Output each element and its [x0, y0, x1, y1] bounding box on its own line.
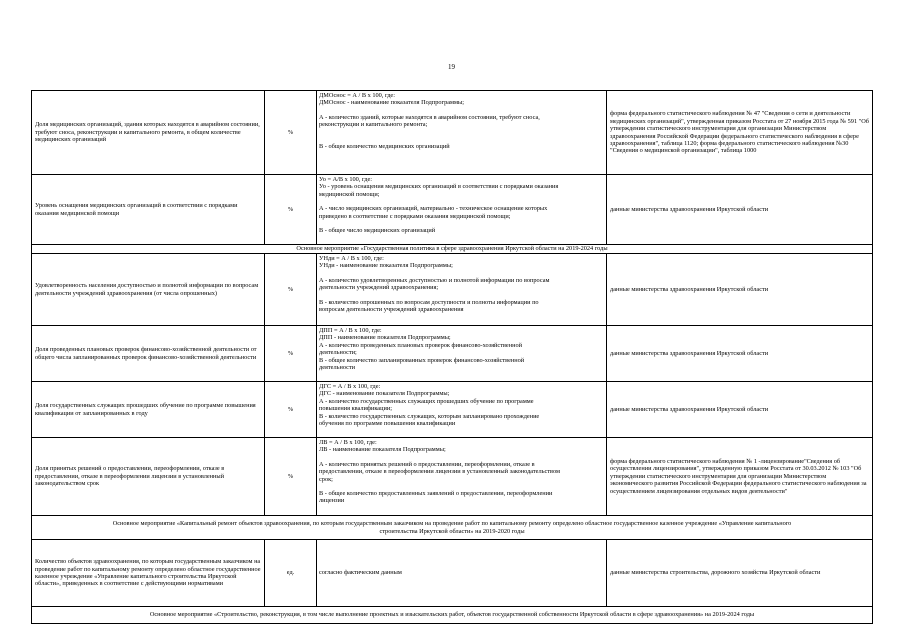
source-cell: форма федерального статистического наблюдения № 1 -лицензирование"Сведения об осуществлении лицензирования", утвержденную приказом Росстата от 30.03.2012 № 103 "Об утверждении статистического инструментария для организации Министерством экономического развития Российской Федерации федерального статистического наблюдения за осуществлением лицензирования отдельных видов деятельности" — [606, 438, 872, 515]
source-cell: данные министерства строительства, дорожного хозяйства Иркутской области — [606, 540, 872, 606]
indicator-cell: Доля государственных служащих прошедших обучение по программе повышения квалификации от запланированных в году — [35, 402, 256, 417]
table-row — [32, 91, 872, 174]
unit-cell: % — [264, 438, 316, 515]
section-heading: Основное мероприятие «Государственная политика в сфере здравоохранения Иркутской области на 2019-2024 годы — [32, 244, 872, 253]
formula-cell: ДПП = А / В х 100, где: ДПП - наименование показателя Подпрограммы; А - количество проведенных плановых проверок финансово-хозяйственной деятельности; В - общее количество запланированных проверок финансово-хозяйственной деятельности — [316, 326, 606, 381]
indicator-cell: Доля медицинских организаций, здания которых находятся в аварийном состоянии, требуют сноса, реконструкции и капитального ремонта, в общем количестве медицинских организаций — [35, 121, 260, 144]
formula-cell: ДГС = А / В х 100, где: ДГС - наименование показателя Подпрограммы; А - количество государственных служащих прошедших обучение по программе повышения квалификации; В - количество государственных служащих, которым запланировано прохождение обучения по программе повышения квалификации — [316, 382, 606, 437]
indicator-cell: Доля принятых решений о предоставлении, переоформлении, отказе в предоставлении, отказе в переоформлении лицензии в установленный законодательством срок — [35, 465, 225, 488]
table-row — [32, 253, 872, 325]
formula-cell: согласно фактическим данным — [316, 540, 606, 606]
section-heading: Основное мероприятие «Капитальный ремонт объектов здравоохранения, по которым государственным заказчиком на проведение работ по капитальному ремонту определено областное государственное казенное учреждение «Управление капитального строительства Иркутской области» на 2019-2020 годы — [32, 515, 872, 539]
source-cell: данные министерства здравоохранения Иркутской области — [606, 326, 872, 381]
source-cell: данные министерства здравоохранения Иркутской области — [606, 175, 872, 244]
unit-cell: % — [264, 326, 316, 381]
indicator-cell: Количество объектов здравоохранения, по которым государственным заказчиком на проведение работ по капитальному ремонту определено областное государственное казенное учреждение «Управление капитального строительства Иркутской области», приведенных в соответствие с действующими нормативами — [35, 558, 261, 588]
formula-cell: УНди = А / В х 100, где: УНди - наименование показателя Подпрограммы; А - количество удовлетворенных доступностью и полнотой информации по вопросам деятельности учреждений здравоохранения; В - количество опрошенных по вопросам доступности и полноты информации по вопросам деятельности учреждений здравоохранения — [316, 254, 606, 325]
unit-cell: % — [264, 382, 316, 437]
source-cell: форма федерального статистического наблюдения № 47 "Сведения о сети и деятельности медицинских организаций", утвержденная приказом Росстата от 27 ноября 2015 года № 591 "Об утверждении статистического инструментария для организации Министерством здравоохранения Российской Федерации федерального статистического наблюдения в сфере здравоохранения", таблица 1120; форма федерального статистического наблюдения №30 "Сведения о медицинской организации", таблица 1000 — [606, 91, 872, 174]
indicator-cell: Доля проведенных плановых проверок финансово-хозяйственной деятельности от общего числа запланированных проверок финансово-хозяйственной деятельности — [35, 346, 257, 361]
table-row — [32, 539, 872, 606]
indicator-cell: Уровень оснащения медицинских организаций в соответствии с порядками оказания медицинской помощи — [35, 202, 238, 217]
formula-cell: Уо = А/В х 100, где: Уо - уровень оснащения медицинских организаций в соответствии с порядками оказания медицинской помощи; А - число медицинских организаций, материально - техническое оснащение которых приведено в соответствие с порядками оказания медицинской помощи; В - общее число медицинских организаций — [316, 175, 606, 244]
table-row — [32, 437, 872, 515]
page-number: 19 — [448, 63, 455, 71]
section-heading: Основное мероприятие «Строительство, реконструкция, в том числе выполнение проектных и изыскательских работ, объектов государственной собственности Иркутской области в сфере здравоохранения» на 2019-2024 годы — [32, 606, 872, 623]
unit-cell: % — [264, 175, 316, 244]
source-cell: данные министерства здравоохранения Иркутской области — [606, 254, 872, 325]
unit-cell: ед. — [264, 540, 316, 606]
table-row — [32, 381, 872, 437]
indicators-table — [31, 90, 873, 624]
formula-cell: ЛВ = А / В х 100, где: ЛВ - наименование показателя Подпрограммы; А - количество принятых решений о предоставлении, переоформлении, отказе в предоставлении, отказе в переоформлении лицензии в установленный законодательством срок; В - общее количество предоставленных заявлений о предоставлении, переоформлении лицензии — [316, 438, 606, 515]
table-row — [32, 325, 872, 381]
formula-cell: ДМОснос = А / В х 100, где: ДМОснос - наименование показателя Подпрограммы; А - количество зданий, которые находятся в аварийном состоянии, требуют сноса, реконструкции и капитального ремонта; В - общее количество медицинских организаций — [316, 91, 606, 174]
indicator-cell: Удовлетворенность населения доступностью и полнотой информации по вопросам деятельности учреждений здравоохранения (от числа опрошенных) — [35, 282, 259, 297]
unit-cell: % — [264, 254, 316, 325]
unit-cell: % — [264, 91, 316, 174]
table-row — [32, 174, 872, 244]
source-cell: данные министерства здравоохранения Иркутской области — [606, 382, 872, 437]
